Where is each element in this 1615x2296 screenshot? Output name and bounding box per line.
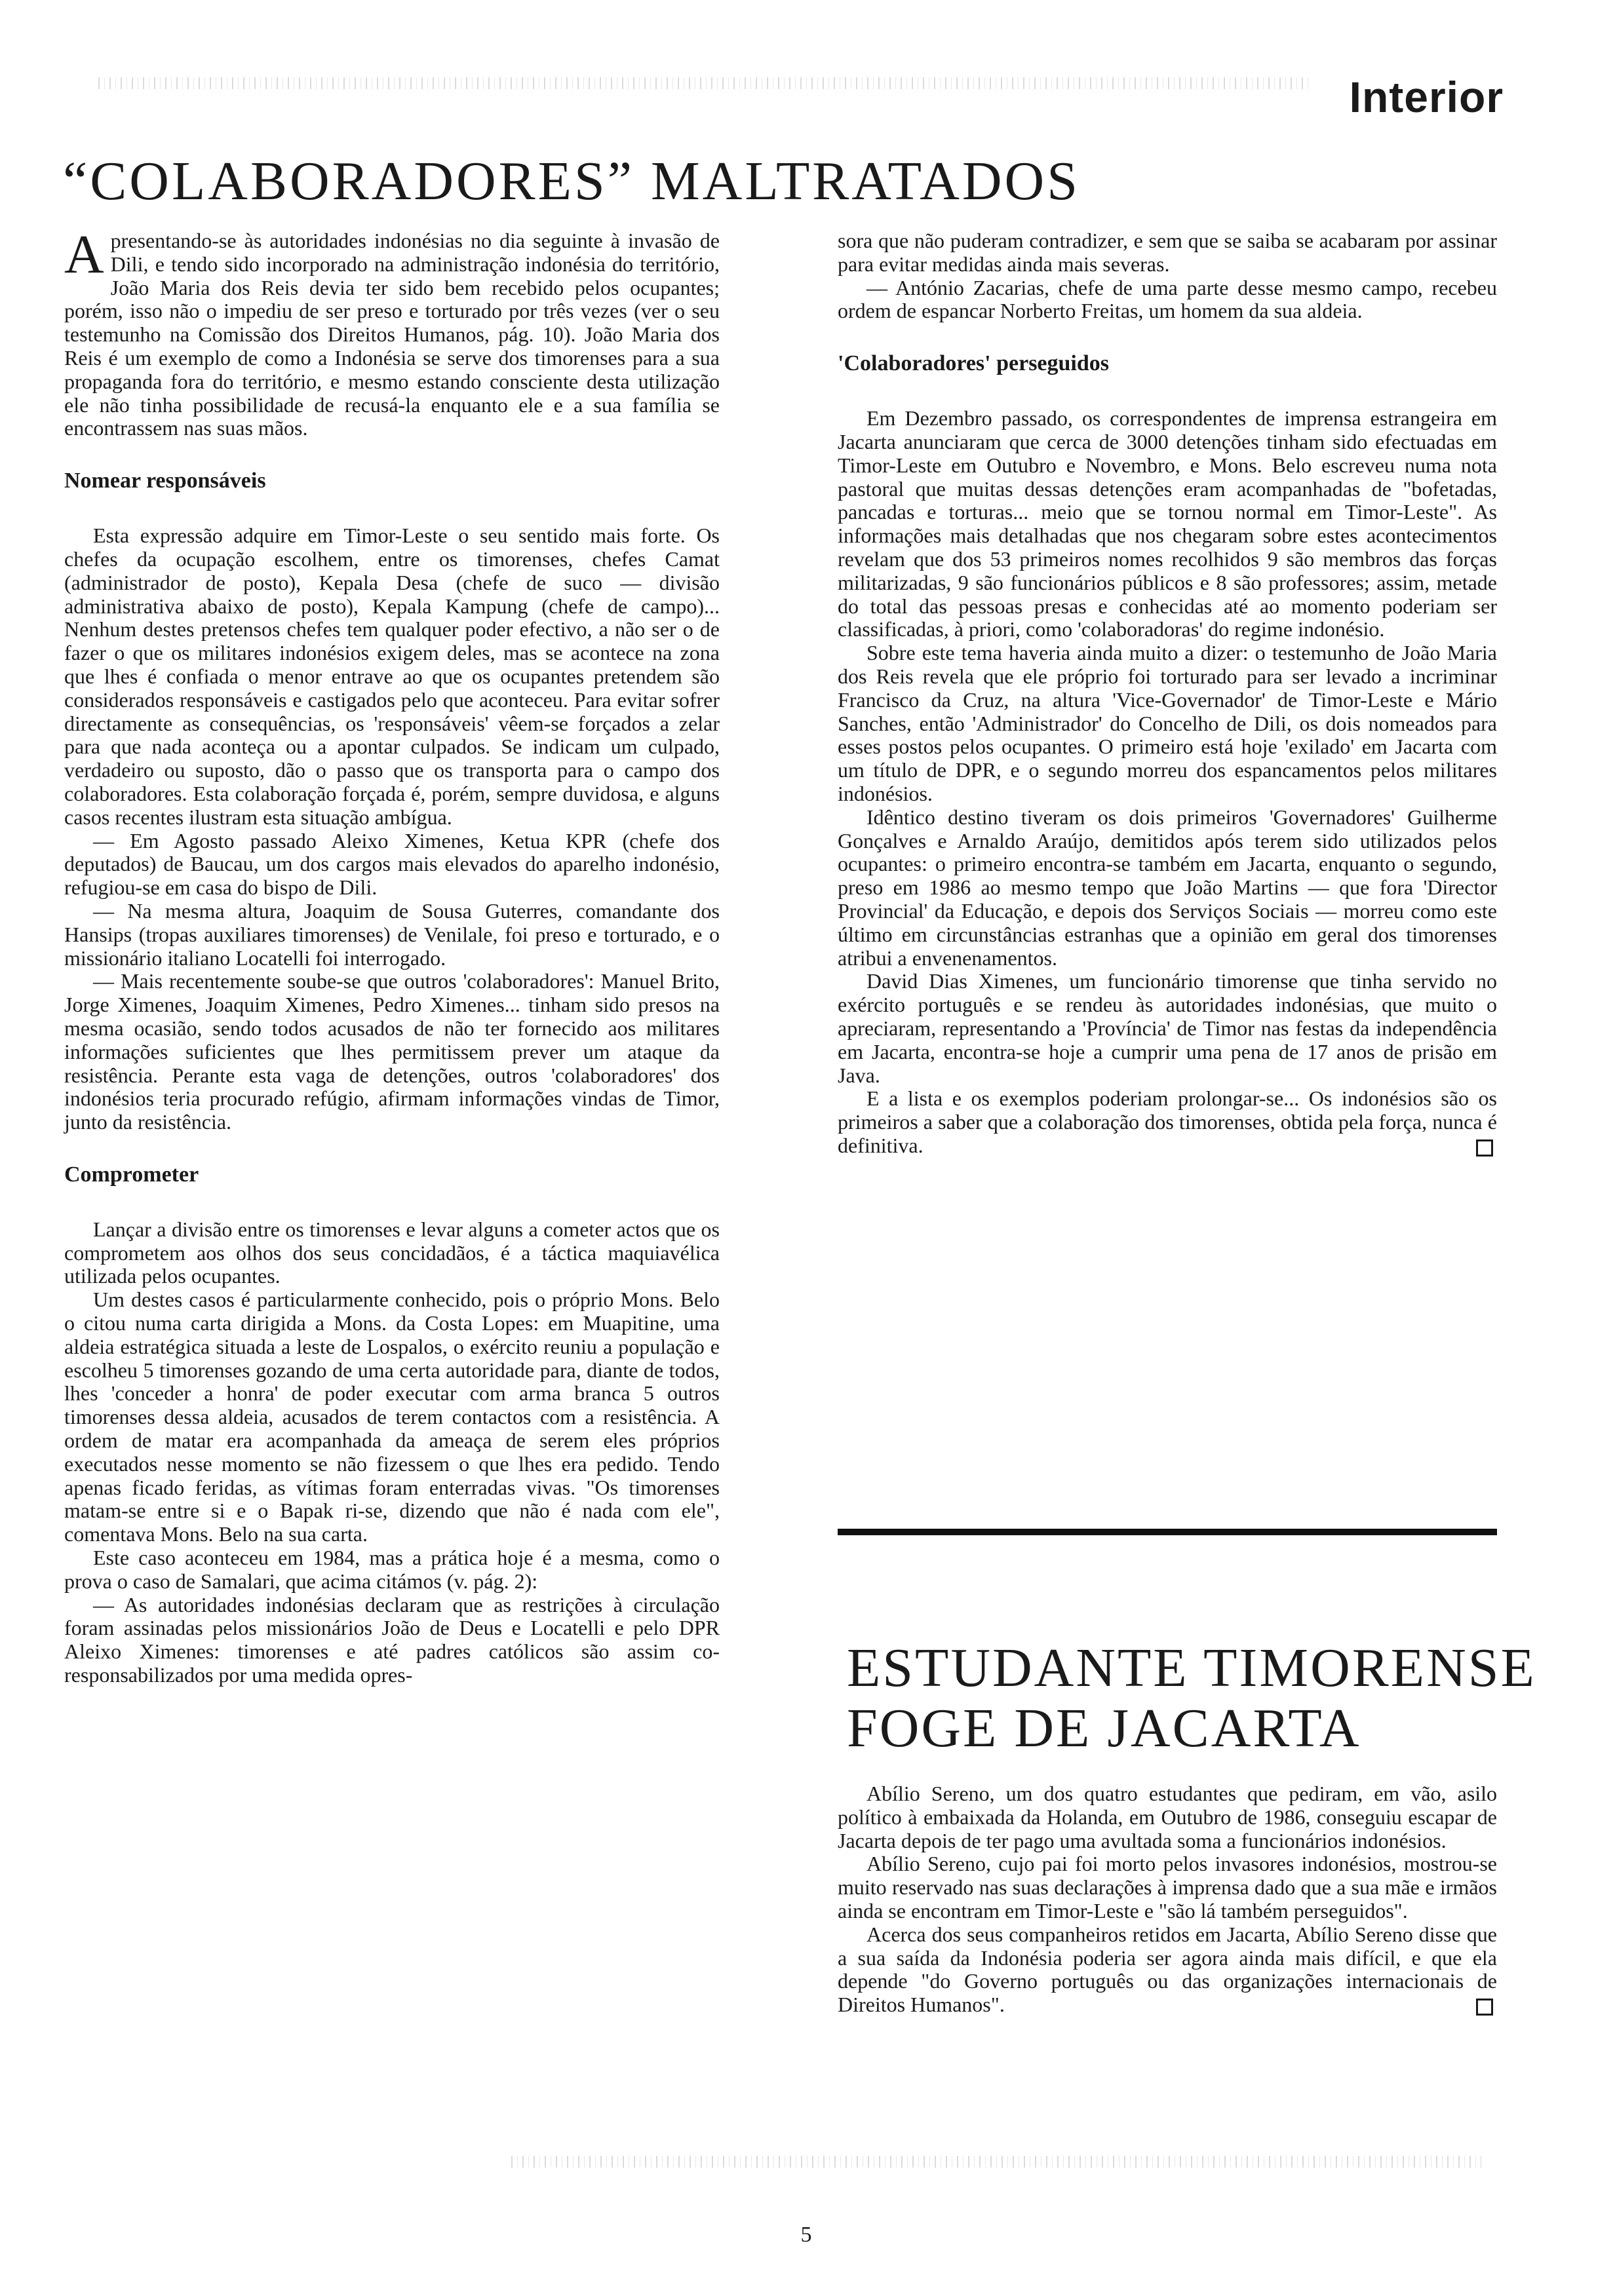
- paragraph-final: [838, 1087, 1497, 1157]
- article-right-column: [838, 229, 1497, 1158]
- section-label: Interior: [1349, 73, 1504, 121]
- top-speckle: [98, 77, 1311, 89]
- paragraph: Um destes casos é particularmente conhecido, pois o próprio Mons. Belo o citou numa carta dirigida a Mons. da Costa Lopes: em Muapitine, uma aldeia estratégica situada a leste de Lospalos, o exército reuniu a população e escolheu 5 timorenses gozando de uma certa autoridade para, diante de todos, lhes 'conceder a honra' de poder executar com arma branca 5 outros timorenses dessa aldeia, acusados de terem contactos com a resistência. A ordem de matar era acompanhada da ameaça de serem eles próprios executados nesse momento se não fizessem o que lhes era pedido. Tendo apenas ficado feridas, as vítimas foram enterradas vivas. "Os timorenses matam-se entre si e o Bapak ri-se, dizendo que não é nada com ele", comentava Mons. Belo na sua carta.: [64, 1288, 720, 1546]
- paragraph: — As autoridades indonésias declaram que as restrições à circulação foram assinadas pelos missionários João de Deus e Locatelli e pelo DPR Aleixo Ximenes: timorenses e até padres católicos são assim co-responsabilizados por uma medida opres-: [64, 1592, 720, 1687]
- paragraph: David Dias Ximenes, um funcionário timorense que tinha servido no exército português e se rendeu às autoridades indonésias, que muito o apreciaram, representando a 'Província' de Timor nas festas da independência em Jacarta, encontra-se hoje a cumprir uma pena de 17 anos de prisão em Java.: [838, 969, 1497, 1087]
- end-mark-icon: [1476, 1139, 1493, 1157]
- drop-cap: A: [64, 224, 104, 285]
- paragraph: — Em Agosto passado Aleixo Ximenes, Ketua KPR (chefe dos deputados) de Baucau, um dos cargos mais elevados do aparelho indonésio, refugiou-se em casa do bispo de Dili.: [64, 828, 720, 900]
- article2-title-line: FOGE DE JACARTA: [847, 1698, 1361, 1759]
- page-number: 5: [800, 2223, 812, 2247]
- paragraph: sora que não puderam contradizer, e sem que se saiba se acabaram por assinar para evitar medidas ainda mais severas.: [838, 229, 1497, 276]
- paragraph: Em Dezembro passado, os correspondentes de imprensa estrangeira em Jacarta anunciaram que cerca de 3000 detenções tinham sido efectuadas em Timor-Leste em Outubro e Novembro, e Mons. Belo escreveu numa nota pastoral que muitas dessas detenções eram acompanhadas de "bofetadas, pancadas e torturas... meio que se tornou normal em Timor-Leste". As informações mais detalhadas que nos chegaram sobre estes acontecimentos revelam que dos 53 primeiros nomes recolhidos 9 são membros das forças militarizadas, 9 são funcionários públicos e 8 são professores; assim, metade do total das pessoas presas e conhecidas até ao momento poderiam ser classificadas, à priori, como 'colaboradoras' do regime indonésio.: [838, 406, 1497, 641]
- end-mark-icon: [1476, 1999, 1493, 2016]
- paragraph-final: [838, 1923, 1497, 2017]
- paragraph: Este caso aconteceu em 1984, mas a prática hoje é a mesma, como o prova o caso de Samalari, que acima citámos (v. pág. 2):: [64, 1546, 720, 1593]
- final-text: E a lista e os exemplos poderiam prolongar-se... Os indonésios são os primeiros a saber que a colaboração dos timorenses, obtida pela força, nunca é definitiva.: [838, 1086, 1497, 1157]
- paragraph: Esta expressão adquire em Timor-Leste o seu sentido mais forte. Os chefes da ocupação escolhem, entre os timorenses, chefes Camat (administrador de posto), Kepala Desa (chefe de suco — divisão administrativa abaixo de posto), Kepala Kampung (chefe de campo)... Nenhum destes pretensos chefes tem qualquer poder efectivo, a não ser o de fazer o que os militares indonésios exigem deles, mas se acontece na zona que lhes é confiada o menor entrave ao que os ocupantes pretendem são considerados responsáveis e castigados pelo que aconteceu. Para evitar sofrer directamente as consequências, os 'responsáveis' vêem-se forçados a zelar para que nada aconteça ou a apontar culpados. Se indicam um culpado, verdadeiro ou suposto, dão o passo que os transporta para o campo dos colaboradores. Esta colaboração forçada é, porém, sempre duvidosa, e alguns casos recentes ilustram esta situação ambígua.: [64, 524, 720, 829]
- paragraph: Abílio Sereno, um dos quatro estudantes que pediram, em vão, asilo político à embaixada da Holanda, em Outubro de 1986, conseguiu escapar de Jacarta depois de ter pago uma avultada soma a funcionários indonésios.: [838, 1782, 1497, 1852]
- subheading-comprometer: Comprometer: [64, 1162, 199, 1187]
- paragraph: Abílio Sereno, cujo pai foi morto pelos invasores indonésios, mostrou-se muito reservado nas suas declarações à imprensa dado que a sua mãe e irmãos ainda se encontram em Timor-Leste e "são lá também perseguidos".: [838, 1852, 1497, 1923]
- article2-body: [838, 1782, 1497, 2017]
- paragraph: Sobre este tema haveria ainda muito a dizer: o testemunho de João Maria dos Reis revela que ele próprio foi torturado para ser levado a incriminar Francisco da Cruz, na altura 'Vice-Governador' de Timor-Leste e Mário Sanches, então 'Administrador' do Concelho de Dili, os dois nomeados para esses postos pelos ocupantes. O primeiro está hoje 'exilado' em Jacarta com um título de DPR, e o segundo morreu dos espancamentos pelos militares indonésios.: [838, 641, 1497, 805]
- lead-paragraph: [64, 224, 720, 440]
- paragraph: Lançar a divisão entre os timorenses e levar alguns a cometer actos que os comprometem aos olhos dos seus concidadãos, é a táctica maquiavélica utilizada pelos ocupantes.: [64, 1217, 720, 1288]
- section-divider: [838, 1529, 1497, 1535]
- paragraph: — António Zacarias, chefe de uma parte desse mesmo campo, recebeu ordem de espancar Norberto Freitas, um homem da sua aldeia.: [838, 275, 1497, 323]
- subheading-nomear: Nomear responsáveis: [64, 469, 266, 493]
- article2-title: [847, 1637, 1536, 1759]
- final-text: Acerca dos seus companheiros retidos em Jacarta, Abílio Sereno disse que a sua saída da Indonésia poderia ser agora ainda mais difícil, e que ela depende "do Governo português ou das organizações internacionais de Direitos Humanos".: [838, 1922, 1497, 2017]
- subheading-perseguidos: 'Colaboradores' perseguidos: [838, 351, 1110, 376]
- paragraph: — Na mesma altura, Joaquim de Sousa Guterres, comandante dos Hansips (tropas auxiliares timorenses) de Venilale, foi preso e torturado, e o missionário italiano Locatelli foi interrogado.: [64, 898, 720, 970]
- article-title: “COLABORADORES” MALTRATADOS: [63, 151, 1080, 212]
- paragraph: Idêntico destino tiveram os dois primeiros 'Governadores' Guilherme Gonçalves e Arnaldo Araújo, demitidos após terem sido utilizados pelos ocupantes: o primeiro encontra-se também em Jacarta, enquanto o segundo, preso em 1986 ao mesmo tempo que João Martins — que fora 'Director Provincial' da Educação, e depois dos Serviços Sociais — morreu como este último em circunstâncias estranhas que a opinião em geral dos timorenses atribui a envenenamentos.: [838, 805, 1497, 970]
- bottom-speckle: [511, 2156, 1481, 2168]
- lead-text: presentando-se às autoridades indonésias no dia seguinte à invasão de Dili, e tendo sido incorporado na administração indonésia do território, João Maria dos Reis devia ter sido bem recebido pelos ocupantes; porém, isso não o impediu de ser preso e torturado por três vezes (ver o seu testemunho na Comissão dos Direitos Humanos, pág. 10). João Maria dos Reis é um exemplo de como a Indonésia se serve dos timorenses para a sua propaganda fora do território, e mesmo estando consciente desta utilização ele não tinha possibilidade de recusá-la enquanto ele e a sua família se encontrassem nas suas mãos.: [64, 229, 720, 440]
- paragraph: — Mais recentemente soube-se que outros 'colaboradores': Manuel Brito, Jorge Ximenes, Joaquim Ximenes, Pedro Ximenes... tinham sido presos na mesma ocasião, sendo todos acusados de não ter fornecido aos militares informações suficientes que lhes permitissem prever um ataque da resistência. Perante esta vaga de detenções, outros 'colaboradores' dos indonésios teria procurado refúgio, afirmam informações vindas de Timor, junto da resistência.: [64, 969, 720, 1134]
- article2-title-line: ESTUDANTE TIMORENSE: [847, 1637, 1536, 1698]
- article-left-column: [64, 224, 720, 1687]
